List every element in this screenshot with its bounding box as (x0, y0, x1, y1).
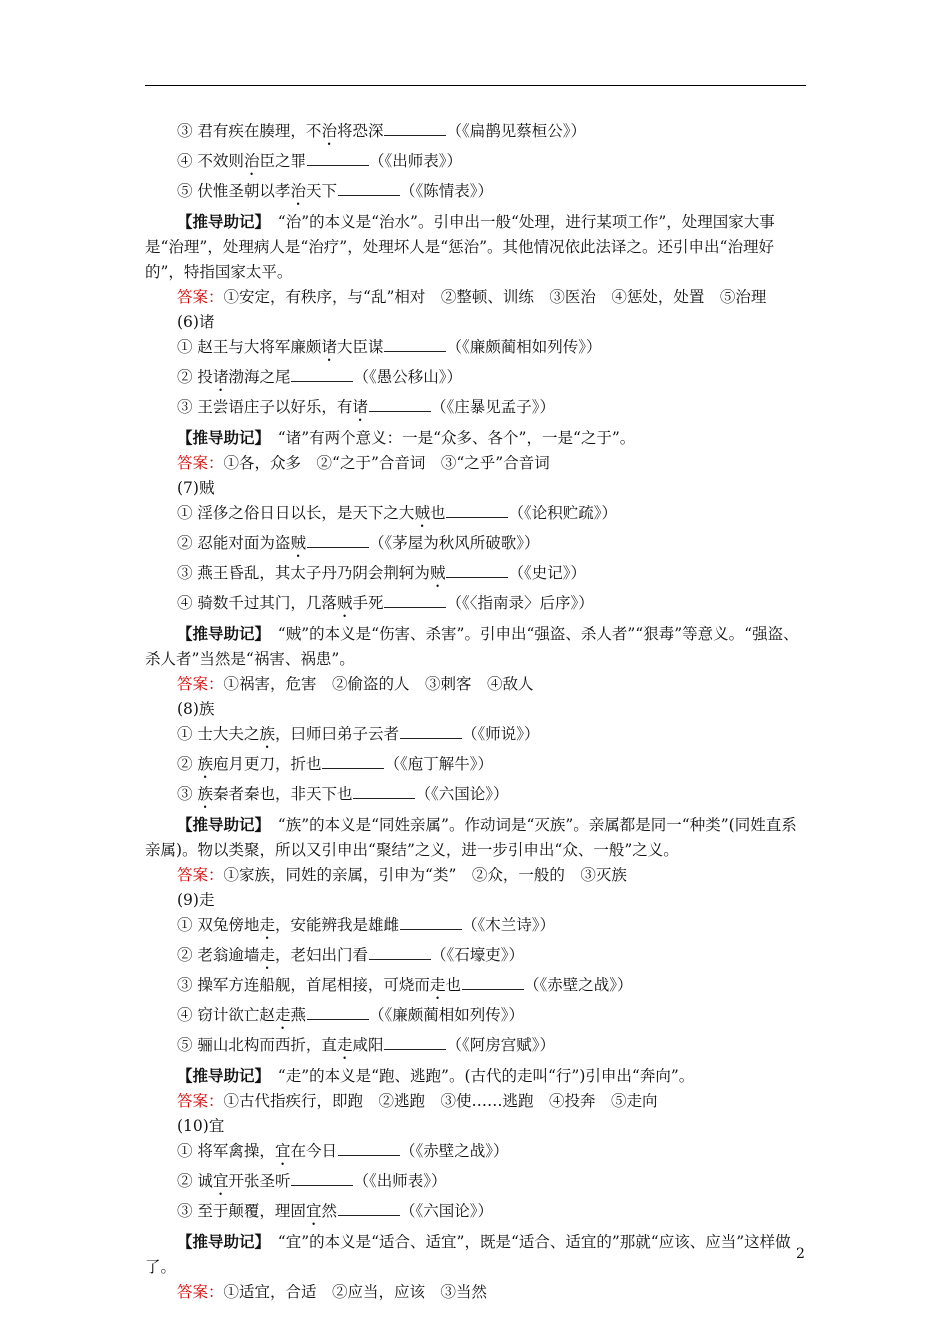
answer-line (145, 1280, 810, 1305)
answer-blank (338, 1200, 400, 1216)
answer-label: 答案： (177, 454, 224, 472)
answer-blank (338, 1140, 400, 1156)
note-label: 【推导助记】 (177, 1232, 263, 1251)
example-sentence (145, 722, 810, 752)
derivation-note (145, 812, 810, 863)
sentence-text-tail: ，曰师曰弟子云者 (274, 725, 399, 743)
sentence-text-tail: 燕 (290, 1006, 306, 1024)
source-citation: （《出师表》） (368, 152, 462, 170)
key-character: 贼 (429, 564, 446, 582)
source-citation: （《石壕吏》） (430, 946, 524, 964)
source-citation: （《六国论》） (415, 785, 509, 803)
sentence-text: ④ 不效则 (177, 152, 244, 170)
source-citation: （《廉颇蔺相如列传》） (446, 338, 602, 356)
note-label: 【推导助记】 (177, 212, 263, 231)
note-label: 【推导助记】 (177, 815, 263, 834)
note-text: “宜”的本义是“适合、适宜”，既是“适合、适宜的”那就“应该、应当”这样做了。 (145, 1233, 791, 1276)
source-citation: （《庄暴见孟子》） (430, 398, 555, 416)
example-sentence (145, 943, 810, 973)
sentence-text-tail: 大臣谋 (336, 338, 384, 356)
key-character: 族 (197, 785, 213, 803)
sentence-text: ④ 窃计欲亡赵 (177, 1006, 275, 1024)
key-character: 族 (197, 755, 213, 773)
sentence-text-tail: 秦者秦也，非天下也 (212, 785, 353, 803)
derivation-note (145, 1229, 810, 1280)
note-text: “走”的本义是“跑、逃跑”。(古代的走叫“行”)引申出“奔向”。 (262, 1067, 695, 1085)
key-character: 走 (429, 976, 446, 994)
derivation-note (145, 425, 810, 451)
answer-line (145, 672, 810, 697)
key-character: 诸 (352, 398, 368, 416)
section-title: (6)诸 (177, 313, 215, 331)
answer-text: ①家族，同姓的亲属，引申为“类” ②众，一般的 ③灭族 (223, 866, 627, 884)
sentence-text-tail: 然 (321, 1202, 337, 1220)
answer-blank (446, 562, 508, 578)
header-rule (145, 85, 806, 86)
example-sentence (145, 1033, 810, 1063)
sentence-text: ② 老翁逾墙 (177, 946, 260, 964)
example-sentence (145, 973, 810, 1003)
answer-text: ①适宜，合适 ②应当，应该 ③当然 (223, 1283, 488, 1301)
source-citation: （《六国论》） (399, 1202, 493, 1220)
sentence-text: ① 淫侈之俗日日以长，是天下之大 (177, 504, 415, 522)
answer-blank (369, 396, 431, 412)
sentence-text-tail: 天下 (305, 182, 337, 200)
key-character: 诸 (212, 368, 229, 386)
key-character: 走 (259, 946, 275, 964)
answer-label: 答案： (177, 288, 224, 306)
sentence-text-tail: 也 (445, 976, 461, 994)
answer-line (145, 1089, 810, 1114)
source-citation: （《庖丁解牛》） (384, 755, 493, 773)
answer-blank (384, 120, 446, 136)
sentence-text-tail: 开张圣听 (228, 1172, 291, 1190)
key-character: 宜 (274, 1142, 291, 1160)
answer-blank (369, 944, 431, 960)
answer-line (145, 863, 810, 888)
source-citation: （《愚公移山》） (353, 368, 462, 386)
page-content (145, 119, 810, 1305)
source-citation: （《阿房宫赋》） (446, 1036, 555, 1054)
derivation-note (145, 209, 810, 285)
section-title: (7)贼 (177, 479, 215, 497)
derivation-note (145, 621, 810, 672)
source-citation: （《扁鹊见蔡桓公》） (446, 122, 586, 140)
key-character: 贼 (414, 504, 430, 522)
source-citation: （《出师表》） (353, 1172, 447, 1190)
example-sentence (145, 913, 810, 943)
example-sentence (145, 365, 810, 395)
source-citation: （《陈情表》） (399, 182, 493, 200)
answer-line (145, 285, 810, 310)
example-sentence (145, 395, 810, 425)
sentence-text: ① 双兔傍地 (177, 916, 260, 934)
example-sentence (145, 335, 810, 365)
sentence-text: ④ 骑数千过其门，几落 (177, 594, 337, 612)
example-sentence (145, 531, 810, 561)
key-character: 走 (259, 916, 275, 934)
answer-label: 答案： (177, 1092, 224, 1110)
example-sentence (145, 1169, 810, 1199)
sentence-text: ① 将军禽操， (177, 1142, 275, 1160)
answer-blank (291, 366, 353, 382)
example-sentence (145, 591, 810, 621)
sentence-text-tail: 庖月更刀，折也 (212, 755, 322, 773)
sentence-text-tail: ，安能辨我是雄雌 (274, 916, 399, 934)
sentence-text: ③ 燕王昏乱，其太子丹乃阴会荆轲为 (177, 564, 430, 582)
source-citation: （《廉颇蔺相如列传》） (368, 1006, 524, 1024)
key-character: 贼 (290, 534, 306, 552)
answer-blank (353, 783, 415, 799)
note-label: 【推导助记】 (177, 624, 263, 643)
example-sentence (145, 752, 810, 782)
sentence-text: ① 赵王与大将军廉颇 (177, 338, 322, 356)
answer-blank (446, 502, 508, 518)
sentence-text-tail: 在今日 (290, 1142, 337, 1160)
source-citation: （《史记》） (508, 564, 586, 582)
section-title: (10)宜 (177, 1117, 225, 1135)
note-label: 【推导助记】 (177, 428, 263, 447)
sentence-text: ⑤ 伏惟圣朝以孝 (177, 182, 291, 200)
sentence-text-tail: 将恐深 (336, 122, 384, 140)
note-text: “诸”有两个意义：一是“众多、各个”，一是“之于”。 (262, 429, 636, 447)
answer-text: ①古代指疾行，即跑 ②逃跑 ③使……逃跑 ④投奔 ⑤走向 (223, 1092, 658, 1110)
key-character: 治 (243, 152, 260, 170)
sentence-text: ③ (177, 785, 198, 803)
sentence-text: ② (177, 755, 198, 773)
source-citation: （《木兰诗》） (461, 916, 555, 934)
note-text: “贼”的本义是“伤害、杀害”。引申出“强盗、杀人者”“狠毒”等意义。“强盗、杀人者”当然是“祸害、祸患”。 (145, 625, 799, 668)
sentence-text-tail: 手死 (352, 594, 384, 612)
answer-label: 答案： (177, 866, 224, 884)
section-title: (8)族 (177, 700, 215, 718)
answer-blank (400, 914, 462, 930)
sentence-text: ③ 君有疾在腠理，不 (177, 122, 322, 140)
source-citation: （《论积贮疏》） (508, 504, 617, 522)
derivation-note (145, 1063, 810, 1089)
example-sentence (145, 501, 810, 531)
sentence-text-tail: ，老妇出门看 (274, 946, 368, 964)
answer-blank (307, 1004, 369, 1020)
sentence-text: ② 忍能对面为盗 (177, 534, 291, 552)
note-text: “族”的本义是“同姓亲属”。作动词是“灭族”。亲属都是同一“种类”(同姓直系亲属)。物以类聚，所以又引申出“聚结”之义，进一步引申出“众、一般”之义。 (145, 816, 797, 859)
section-title: (9)走 (177, 891, 215, 909)
answer-text: ①祸害，危害 ②偷盗的人 ③刺客 ④敌人 (223, 675, 534, 693)
note-label: 【推导助记】 (177, 1066, 263, 1085)
key-character: 治 (321, 122, 337, 140)
answer-text: ①各，众多 ②“之于”合音词 ③“之乎”合音词 (223, 454, 550, 472)
sentence-text-tail: 臣之罪 (259, 152, 306, 170)
key-character: 宜 (212, 1172, 229, 1190)
key-character: 治 (290, 182, 306, 200)
answer-blank (291, 1170, 353, 1186)
answer-blank (307, 532, 369, 548)
page-number: 2 (796, 1246, 805, 1262)
example-sentence (145, 1199, 810, 1229)
key-character: 走 (336, 1036, 353, 1054)
sentence-text: ① 士大夫之 (177, 725, 260, 743)
source-citation: （《赤壁之战》） (399, 1142, 509, 1160)
sentence-text: ⑤ 骊山北构而西折，直 (177, 1036, 337, 1054)
answer-blank (384, 1034, 446, 1050)
example-sentence (145, 179, 810, 209)
example-sentence (145, 149, 810, 179)
answer-blank (338, 180, 400, 196)
sentence-text: ② 投 (177, 368, 213, 386)
sentence-text-tail: 也 (429, 504, 446, 522)
sentence-text: ② 诚 (177, 1172, 213, 1190)
sentence-text-tail: 渤海之尾 (228, 368, 291, 386)
answer-blank (322, 753, 384, 769)
note-text: “治”的本义是“治水”。引申出一般“处理，进行某项工作”，处理国家大事是“治理”，处理病人是“治疗”，处理坏人是“惩治”。其他情况依此法译之。还引申出“治理好的”，特指国家太平。 (145, 213, 775, 281)
key-character: 贼 (336, 594, 353, 612)
answer-blank (307, 150, 369, 166)
source-citation: （《师说》） (461, 725, 540, 743)
answer-label: 答案： (177, 1283, 224, 1301)
key-character: 走 (274, 1006, 291, 1024)
sentence-text: ③ 至于颠覆，理固 (177, 1202, 306, 1220)
source-citation: （《赤壁之战》） (523, 976, 633, 994)
sentence-text-tail: 咸阳 (352, 1036, 384, 1054)
sentence-text: ③ 操军方连船舰，首尾相接，可烧而 (177, 976, 430, 994)
source-citation: （《〈指南录〉后序》） (446, 594, 594, 612)
answer-blank (400, 723, 462, 739)
example-sentence (145, 119, 810, 149)
answer-blank (384, 592, 446, 608)
answer-label: 答案： (177, 675, 224, 693)
source-citation: （《茅屋为秋风所破歌》） (368, 534, 540, 552)
key-character: 族 (259, 725, 275, 743)
example-sentence (145, 782, 810, 812)
answer-blank (384, 336, 446, 352)
key-character: 宜 (305, 1202, 322, 1220)
example-sentence (145, 561, 810, 591)
answer-text: ①安定，有秩序，与“乱”相对 ②整顿、训练 ③医治 ④惩处，处置 ⑤治理 (223, 288, 767, 306)
example-sentence (145, 1139, 810, 1169)
key-character: 诸 (321, 338, 337, 356)
answer-line (145, 451, 810, 476)
sentence-text: ③ 王尝语庄子以好乐，有 (177, 398, 353, 416)
answer-blank (462, 974, 524, 990)
example-sentence (145, 1003, 810, 1033)
